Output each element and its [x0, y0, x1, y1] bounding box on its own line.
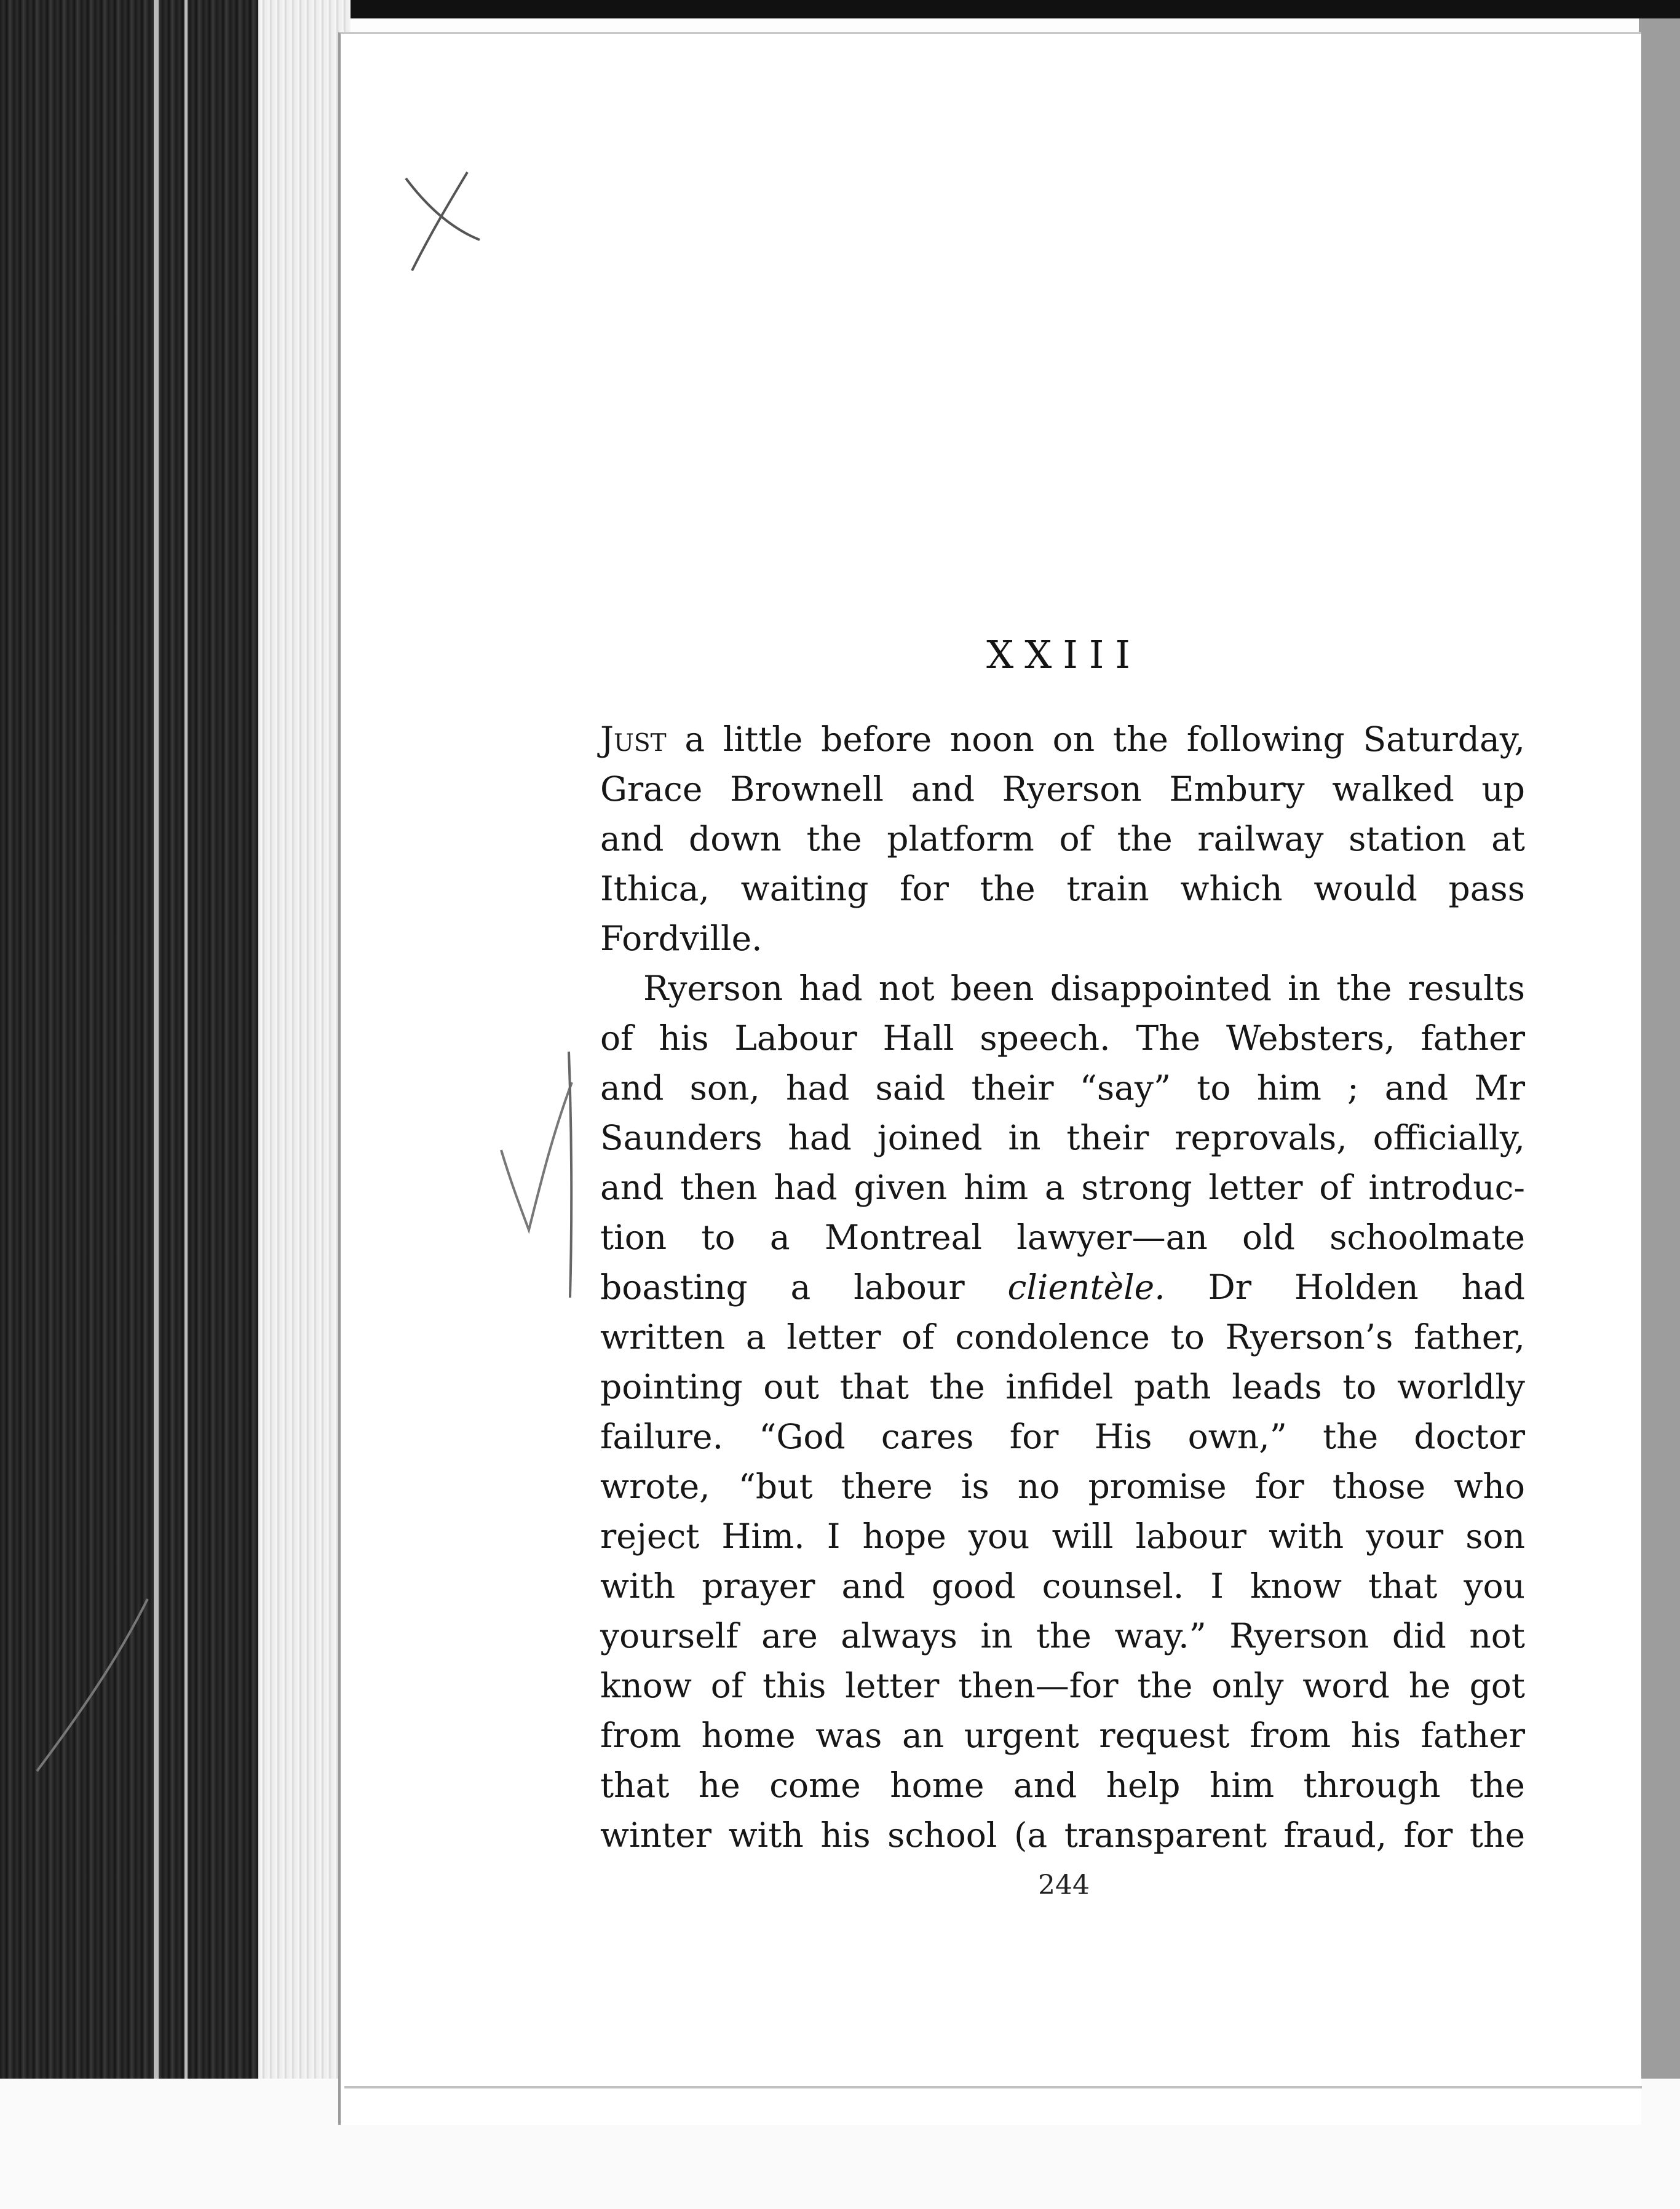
text-line: pointing out that the infidel path leads to worldly [600, 1367, 1525, 1406]
stray-pencil-stroke [25, 1593, 160, 1777]
facing-page-edge [1639, 18, 1680, 2122]
text-line [600, 715, 1525, 764]
text-line: from home was an urgent request from his father [600, 1716, 1525, 1755]
text-line: Ryerson had not been disappointed in the results [643, 969, 1525, 1008]
text-line: tion to a Montreal lawyer—an old schoolmate [600, 1218, 1525, 1257]
text-line: yourself are always in the way.” Ryerson did not [600, 1616, 1525, 1656]
spine-highlight [154, 0, 159, 2103]
text-line: that he come home and help him through the [600, 1766, 1525, 1805]
text-line: winter with his school (a transparent fraud, for the [600, 1815, 1525, 1855]
opening-word: Just [600, 720, 667, 759]
body-text [600, 715, 1525, 1860]
text-line: Grace Brownell and Ryerson Embury walked up [600, 769, 1525, 809]
text-line: failure. “God cares for His own,” the doctor [600, 1417, 1525, 1456]
text-line: and down the platform of the railway station at [600, 819, 1525, 859]
text-line: and then had given him a strong letter of introduc- [600, 1168, 1525, 1207]
text-line: Saunders had joined in their reprovals, officially, [600, 1118, 1525, 1157]
spine-highlight [184, 0, 188, 2103]
text-line: wrote, “but there is no promise for those who [600, 1467, 1525, 1506]
page-edges [258, 0, 351, 2091]
text-line [600, 1263, 1525, 1312]
text-line: and son, had said their “say” to him ; and Mr [600, 1068, 1525, 1108]
book-spine [0, 0, 289, 2103]
text-line: of his Labour Hall speech. The Websters, father [600, 1018, 1525, 1058]
text-line: written a letter of condolence to Ryerson’s father, [600, 1317, 1525, 1357]
text-line: with prayer and good counsel. I know that you [600, 1566, 1525, 1606]
text-line: Ithica, waiting for the train which would pass [600, 869, 1525, 908]
text-line: Fordville. [600, 919, 763, 958]
pencil-x-mark [400, 166, 486, 277]
line-text: boasting a labour [600, 1267, 1008, 1307]
line-text: a little before noon on the following Saturday, [666, 720, 1525, 759]
italic-word: clientèle. [1007, 1267, 1165, 1307]
pencil-margin-line [563, 1045, 581, 1304]
chapter-heading: XXIII [986, 632, 1141, 677]
line-text: Dr Holden had [1165, 1267, 1525, 1307]
text-line: know of this letter then—for the only word he got [600, 1666, 1525, 1705]
page-bottom-edge [344, 2086, 1642, 2088]
page-number: 244 [1038, 1870, 1090, 1901]
text-line: reject Him. I hope you will labour with your son [600, 1517, 1525, 1556]
